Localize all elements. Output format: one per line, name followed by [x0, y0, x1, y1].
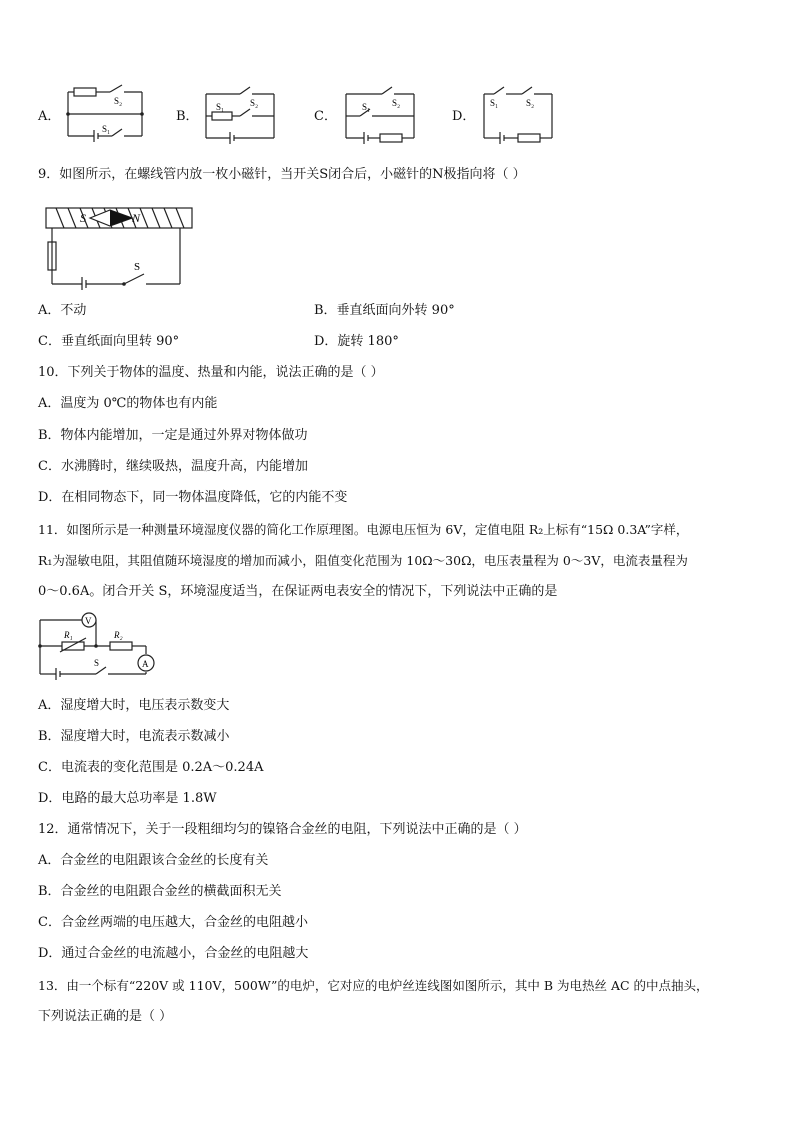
q9-option-b: B．垂直纸面向外转 90°: [314, 303, 455, 318]
q11-ammeter-label: A: [142, 659, 149, 669]
q10-option-b: B．物体内能增加，一定是通过外界对物体做功: [38, 428, 308, 443]
q9-option-d: D．旋转 180°: [314, 334, 399, 349]
q11-switch-label: S: [94, 658, 100, 668]
q11-r2-label: R₂: [114, 630, 123, 640]
q12-option-c: C．合金丝两端的电压越大，合金丝的电阻越小: [38, 915, 308, 930]
q8-c-s2-label: S₂: [392, 98, 401, 108]
q8-d-s2-label: S₂: [526, 98, 535, 108]
q8-option-c-circuit: [340, 82, 420, 147]
q13-stem-line1: 13．由一个标有“220V 或 110V，500W”的电炉，它对应的电炉丝连线图如图所示，其中 B 为电热丝 AC 的中点抽头，: [38, 978, 709, 993]
q8-option-b-letter: B．: [176, 109, 199, 124]
q9-switch-label: S: [134, 261, 141, 273]
q10-option-a: A．温度为 0℃的物体也有内能: [38, 396, 218, 411]
q8-b-s1-label: S₁: [216, 102, 225, 112]
q8-a-s2-label: S₂: [114, 96, 123, 106]
q11-option-d: D．电路的最大总功率是 1.8W: [38, 791, 217, 806]
q8-d-s1-label: S₁: [490, 98, 499, 108]
q9-magnet-n-label: N: [132, 211, 141, 225]
q11-option-b: B．湿度增大时，电流表示数减小: [38, 729, 230, 744]
q9-option-c: C．垂直纸面向里转 90°: [38, 334, 180, 349]
q10-option-d: D．在相同物态下，同一物体温度降低，它的内能不变: [38, 490, 348, 505]
q12-option-a: A．合金丝的电阻跟该合金丝的长度有关: [38, 853, 269, 868]
q8-option-c-letter: C．: [314, 109, 337, 124]
q12-option-b: B．合金丝的电阻跟合金丝的横截面积无关: [38, 884, 282, 899]
q12-option-d: D．通过合金丝的电流越小，合金丝的电阻越大: [38, 946, 309, 961]
q11-r1-label: R₁: [64, 630, 73, 640]
q8-option-b-circuit: [200, 82, 280, 147]
q10-stem: 10．下列关于物体的温度、热量和内能，说法正确的是（ ）: [38, 365, 384, 380]
q8-option-a-letter: A．: [38, 109, 61, 124]
q8-option-a-circuit: [62, 80, 152, 145]
q11-circuit-figure: [36, 606, 160, 682]
q11-stem-line1: 11．如图所示是一种测量环境湿度仪器的简化工作原理图。电源电压恒为 6V，定值电阻 R₂上标有“15Ω 0.3A”字样，: [38, 522, 689, 537]
q8-b-s2-label: S₂: [250, 98, 259, 108]
q11-stem-line2: R₁为湿敏电阻，其阻值随环境湿度的增加而减小，阻值变化范围为 10Ω～30Ω，电压表量程为 0～3V，电流表量程为: [38, 553, 688, 568]
q9-magnet-s-label: S: [80, 211, 86, 225]
q9-option-a: A．不动: [38, 303, 87, 318]
q11-option-a: A．湿度增大时，电压表示数变大: [38, 698, 230, 713]
q8-c-s1-label: S₁: [362, 102, 371, 112]
q8-a-s1-label: S₁: [102, 124, 111, 134]
q9-solenoid-figure: [40, 200, 200, 290]
q11-option-c: C．电流表的变化范围是 0.2A～0.24A: [38, 760, 264, 775]
q9-stem: 9．如图所示，在螺线管内放一枚小磁针，当开关S闭合后，小磁针的N极指向将（ ）: [38, 167, 526, 182]
q13-stem-line2: 下列说法正确的是（ ）: [38, 1009, 173, 1024]
q10-option-c: C．水沸腾时，继续吸热，温度升高，内能增加: [38, 459, 308, 474]
q12-stem: 12．通常情况下，关于一段粗细均匀的镍铬合金丝的电阻，下列说法中正确的是（ ）: [38, 822, 527, 837]
q11-voltmeter-label: V: [85, 616, 92, 626]
q11-stem-line3: 0～0.6A。闭合开关 S，环境湿度适当，在保证两电表安全的情况下，下列说法中正确的是: [38, 584, 558, 599]
q8-option-d-letter: D．: [452, 109, 476, 124]
q8-option-d-circuit: [478, 82, 558, 147]
